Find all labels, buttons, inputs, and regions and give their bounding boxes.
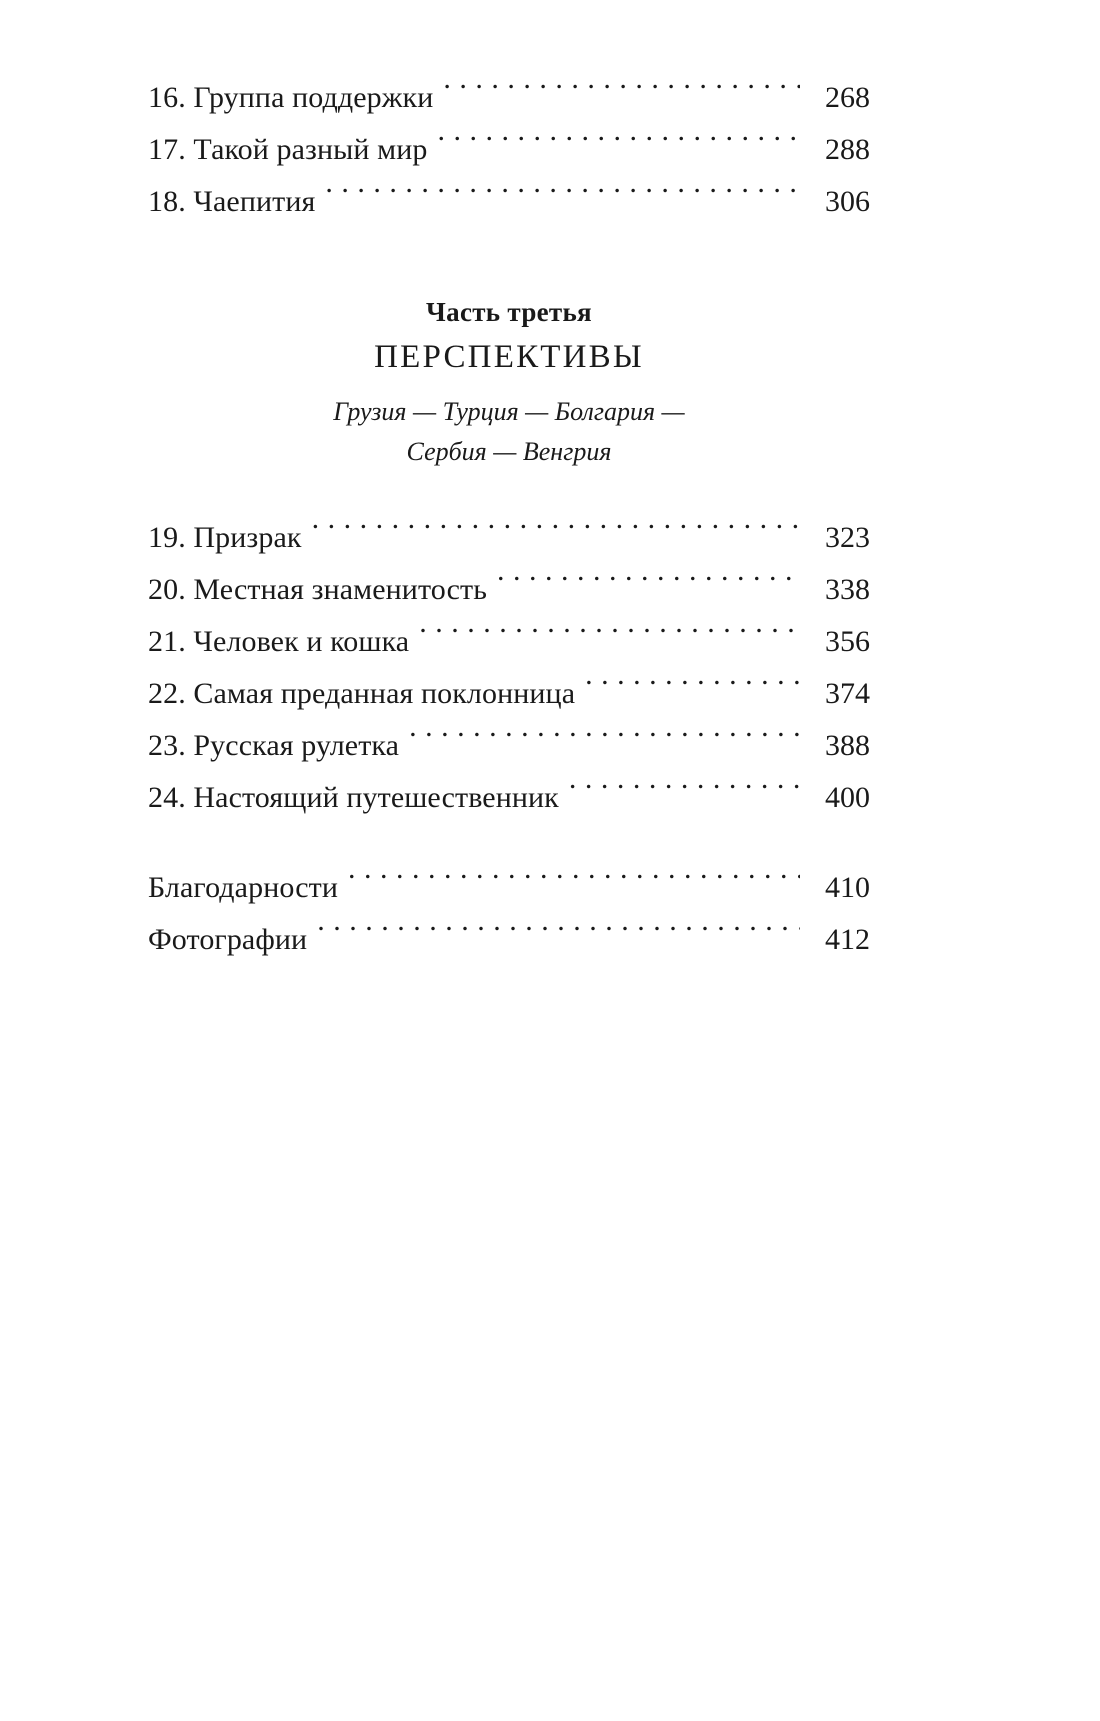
toc-row[interactable] <box>148 720 870 772</box>
toc-entry-page: 356 <box>825 625 870 658</box>
toc-row[interactable] <box>148 772 870 824</box>
part-heading-block <box>148 292 870 472</box>
toc-row[interactable] <box>148 176 870 228</box>
toc-entry-title: 16. Группа поддержки <box>148 81 434 114</box>
part-route-line-2: Сербия — Венгрия <box>406 437 612 466</box>
leader-dots <box>569 777 800 807</box>
toc-entry-title: 19. Призрак <box>148 521 302 554</box>
part-route <box>148 392 870 472</box>
toc-row[interactable] <box>148 914 870 966</box>
toc-group-back-matter <box>148 862 870 966</box>
toc-entry-title: Благодарности <box>148 871 338 904</box>
toc-entry-page: 268 <box>825 81 870 114</box>
leader-dots <box>443 77 800 107</box>
leader-dots <box>409 725 800 755</box>
leader-dots <box>497 569 800 599</box>
toc-entry-page: 323 <box>825 521 870 554</box>
toc-row[interactable] <box>148 564 870 616</box>
toc-entry-title: 23. Русская рулетка <box>148 729 400 762</box>
toc-entry-page: 306 <box>825 185 870 218</box>
toc-entry-page: 400 <box>825 781 870 814</box>
leader-dots <box>585 673 800 703</box>
toc-group-continuation <box>148 72 870 228</box>
toc-group-part-three <box>148 512 870 824</box>
toc-entry-title: 22. Самая преданная поклонница <box>148 677 576 710</box>
toc-entry-title: Фотографии <box>148 923 308 956</box>
toc-entry-page: 412 <box>825 923 870 956</box>
toc-entry-title: 21. Человек и кошка <box>148 625 410 658</box>
toc-row[interactable] <box>148 862 870 914</box>
toc-entry-page: 374 <box>825 677 870 710</box>
toc-entry-title: 20. Местная знаменитость <box>148 573 488 606</box>
toc-entry-title: 24. Настоящий путешественник <box>148 781 559 814</box>
toc-row[interactable] <box>148 616 870 668</box>
leader-dots <box>317 919 800 949</box>
toc-row[interactable] <box>148 72 870 124</box>
leader-dots <box>348 867 800 897</box>
leader-dots <box>312 517 800 547</box>
toc-content <box>148 72 870 966</box>
leader-dots <box>419 621 800 651</box>
toc-row[interactable] <box>148 124 870 176</box>
part-label: Часть третья <box>426 297 592 327</box>
toc-entry-title: 17. Такой разный мир <box>148 133 428 166</box>
toc-row[interactable] <box>148 512 870 564</box>
leader-dots <box>437 129 800 159</box>
toc-entry-title: 18. Чаепития <box>148 185 316 218</box>
part-route-line-1: Грузия — Турция — Болгария — <box>333 397 685 426</box>
toc-entry-page: 410 <box>825 871 870 904</box>
toc-entry-page: 388 <box>825 729 870 762</box>
leader-dots <box>325 181 800 211</box>
part-title: ПЕРСПЕКТИВЫ <box>374 339 644 375</box>
toc-entry-page: 288 <box>825 133 870 166</box>
toc-row[interactable] <box>148 668 870 720</box>
toc-entry-page: 338 <box>825 573 870 606</box>
